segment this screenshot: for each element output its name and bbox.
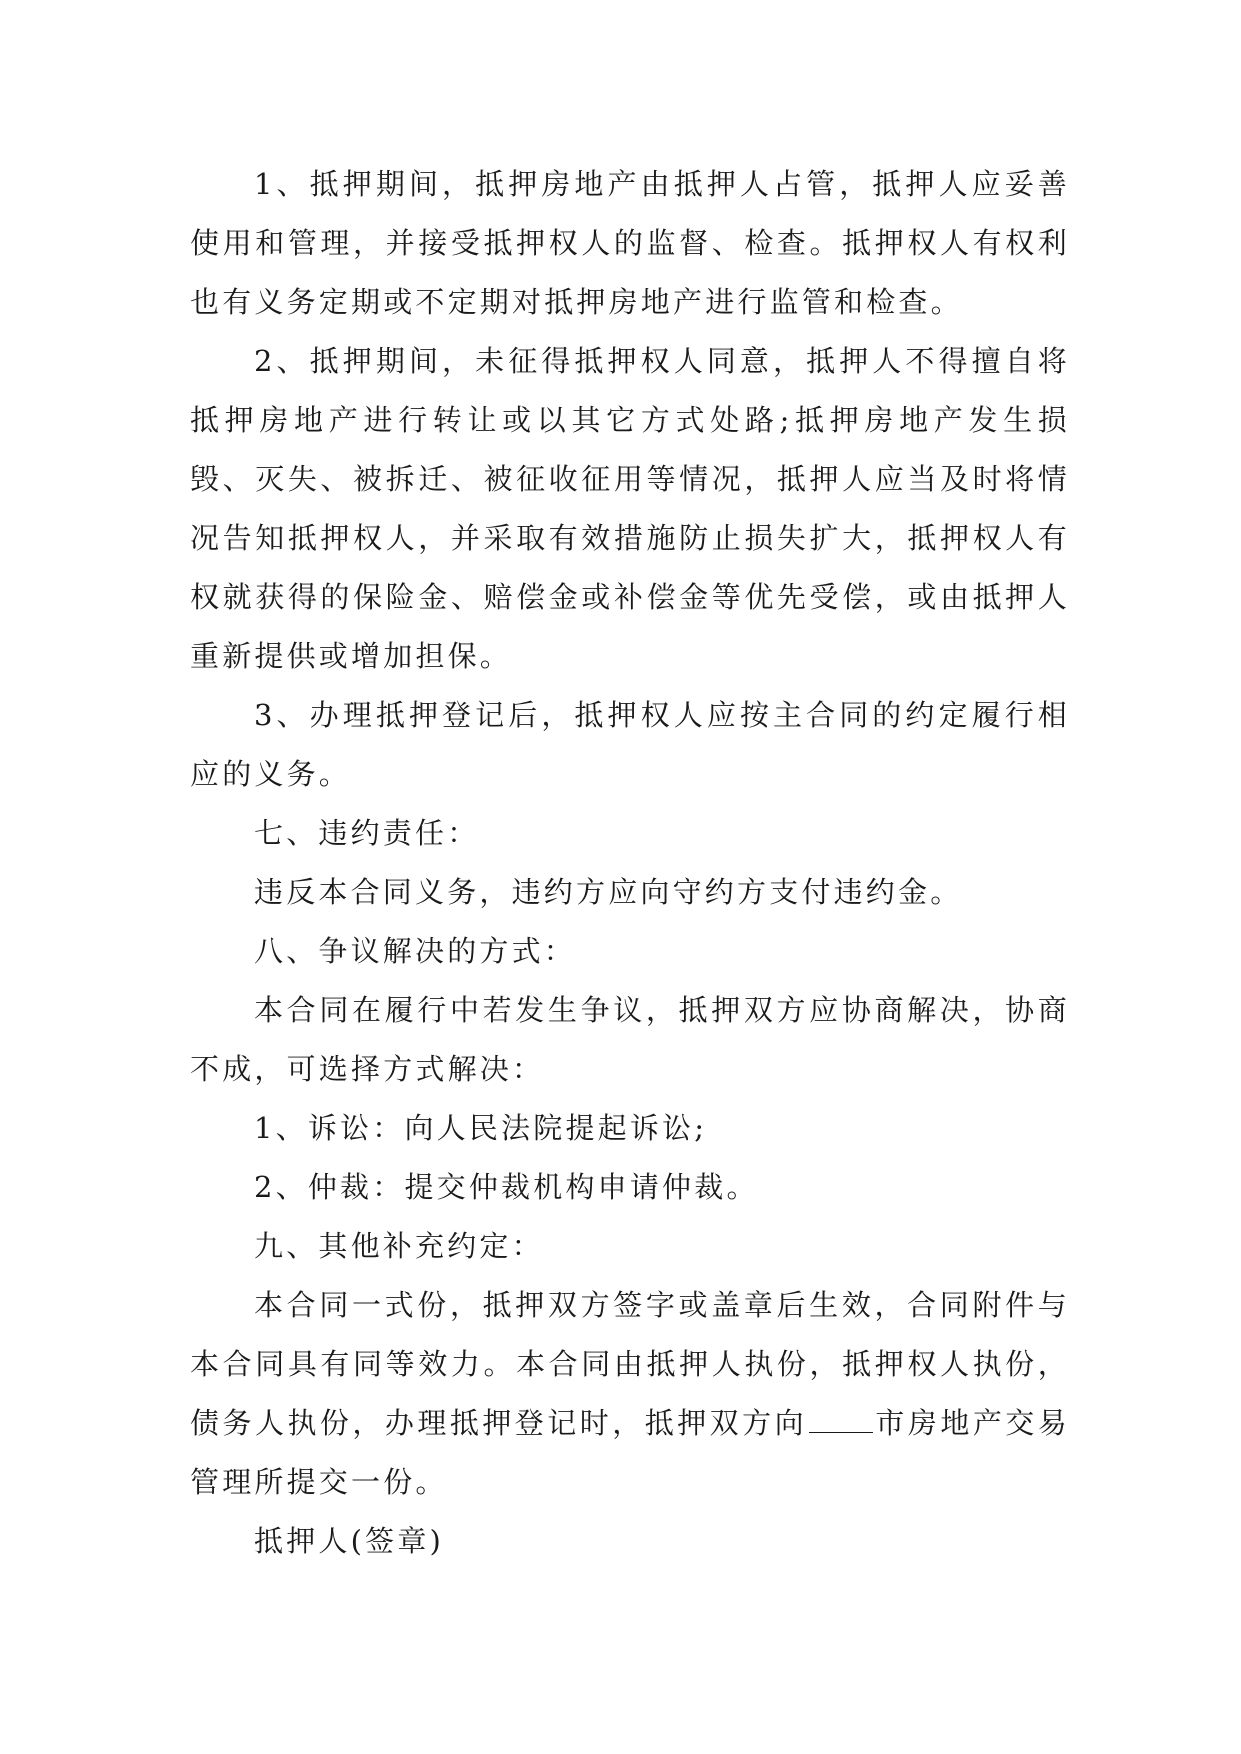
section-heading-breach: 七、违约责任： <box>254 816 480 850</box>
paragraph-copies <box>190 1276 1070 1512</box>
signature-mortgagor: 抵押人(签章) <box>254 1524 445 1558</box>
paragraph-dispute: 本合同在履行中若发生争议，抵押双方应协商解决，协商不成，可选择方式解决： <box>190 993 1070 1086</box>
section-heading-other: 九、其他补充约定： <box>254 1229 544 1263</box>
paragraph-litigation: 1、诉讼：向人民法院提起诉讼; <box>254 1111 708 1145</box>
paragraph-clause-3: 3、办理抵押登记后，抵押权人应按主合同的约定履行相应的义务。 <box>190 698 1070 791</box>
paragraph-clause-1: 1、抵押期间，抵押房地产由抵押人占管，抵押人应妥善使用和管理，并接受抵押权人的监督、检查。抵押权人有权利也有义务定期或不定期对抵押房地产进行监管和检查。 <box>190 167 1070 319</box>
paragraph-arbitration: 2、仲裁：提交仲裁机构申请仲裁。 <box>254 1170 759 1204</box>
document-body <box>190 155 1070 1571</box>
paragraph-copies-part1: 本合同一式份，抵押双方签字或盖章后生效，合同附件与本合同具有同等效力。本合同由抵押人执份，抵押权人执份，债务人执份，办理抵押登记时，抵押双方向 <box>190 1288 1070 1440</box>
section-heading-dispute: 八、争议解决的方式： <box>254 934 577 968</box>
paragraph-breach: 违反本合同义务，违约方应向守约方支付违约金。 <box>254 875 963 909</box>
paragraph-copies-part2: 市房地产交易管理所提交一份。 <box>190 1406 1070 1499</box>
paragraph-clause-2: 2、抵押期间，未征得抵押权人同意，抵押人不得擅自将抵押房地产进行转让或以其它方式处路;抵押房地产发生损毁、灭失、被拆迁、被征收征用等情况，抵押人应当及时将情况告知抵押权人，并采取有效措施防止损失扩大，抵押权人有权就获得的保险金、赔偿金或补偿金等优先受偿，或由抵押人重新提供或增加担保。 <box>190 344 1070 673</box>
blank-fill-line <box>809 1408 873 1433</box>
